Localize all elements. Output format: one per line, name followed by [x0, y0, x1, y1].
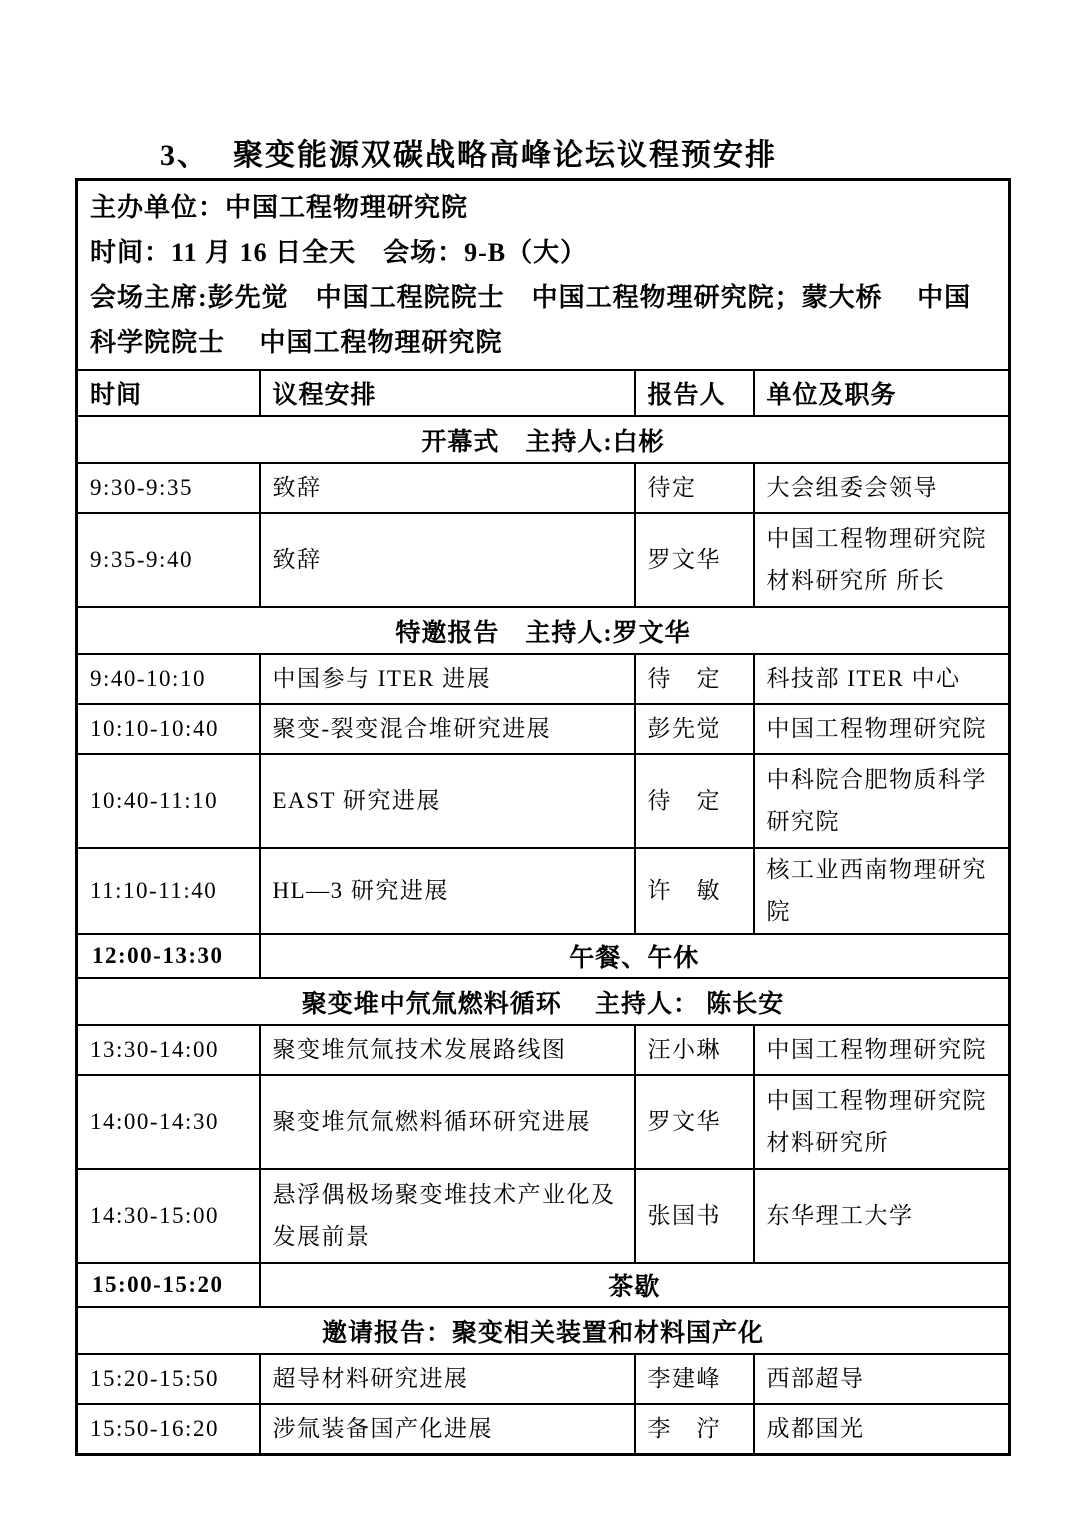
info-row	[77, 180, 1010, 371]
table-header-row	[77, 370, 1010, 416]
topic-cell: 聚变-裂变混合堆研究进展	[260, 704, 635, 754]
time-cell: 15:50-16:20	[77, 1404, 260, 1455]
agenda-row	[77, 1075, 1010, 1169]
break-label: 茶歇	[260, 1263, 1010, 1307]
speaker-cell: 张国书	[635, 1169, 754, 1263]
topic-cell: 涉氚装备国产化进展	[260, 1404, 635, 1455]
section-row-fuel-cycle	[77, 978, 1010, 1025]
section-title: 聚变堆中氘氚燃料循环 主持人： 陈长安	[77, 978, 1010, 1025]
time-cell: 13:30-14:00	[77, 1025, 260, 1075]
speaker-cell: 待定	[635, 463, 754, 513]
topic-cell: 致辞	[260, 513, 635, 607]
lunch-break-row	[77, 934, 1010, 978]
topic-cell: EAST 研究进展	[260, 754, 635, 848]
org-cell: 中国工程物理研究院	[754, 1025, 1010, 1075]
column-header-time: 时间	[77, 370, 260, 416]
column-header-org: 单位及职务	[754, 370, 1010, 416]
section-row-localization	[77, 1307, 1010, 1354]
section-title: 邀请报告：聚变相关装置和材料国产化	[77, 1307, 1010, 1354]
org-cell: 科技部 ITER 中心	[754, 654, 1010, 704]
org-cell: 核工业西南物理研究院	[754, 848, 1010, 934]
topic-cell: 超导材料研究进展	[260, 1354, 635, 1404]
agenda-row	[77, 704, 1010, 754]
speaker-cell: 汪小琳	[635, 1025, 754, 1075]
agenda-row	[77, 754, 1010, 848]
topic-cell: 中国参与 ITER 进展	[260, 654, 635, 704]
speaker-cell: 李 泞	[635, 1404, 754, 1455]
time-venue-line: 时间：11 月 16 日全天 会场：9-B（大）	[90, 238, 588, 267]
section-title: 开幕式 主持人:白彬	[77, 416, 1010, 463]
org-cell: 成都国光	[754, 1404, 1010, 1455]
org-cell: 西部超导	[754, 1354, 1010, 1404]
speaker-cell: 彭先觉	[635, 704, 754, 754]
column-header-agenda: 议程安排	[260, 370, 635, 416]
org-cell: 中国工程物理研究院材料研究所	[754, 1075, 1010, 1169]
title-text: 聚变能源双碳战略高峰论坛议程预安排	[233, 139, 777, 172]
org-cell: 中国工程物理研究院材料研究所 所长	[754, 513, 1010, 607]
speaker-cell: 待 定	[635, 654, 754, 704]
section-title: 特邀报告 主持人:罗文华	[77, 607, 1010, 654]
topic-cell: 致辞	[260, 463, 635, 513]
time-cell: 9:35-9:40	[77, 513, 260, 607]
speaker-cell: 罗文华	[635, 513, 754, 607]
info-cell	[77, 180, 1010, 371]
topic-cell: 聚变堆氘氚燃料循环研究进展	[260, 1075, 635, 1169]
time-cell: 12:00-13:30	[77, 934, 260, 978]
topic-cell: 聚变堆氘氚技术发展路线图	[260, 1025, 635, 1075]
speaker-cell: 待 定	[635, 754, 754, 848]
time-cell: 10:10-10:40	[77, 704, 260, 754]
time-cell: 15:00-15:20	[77, 1263, 260, 1307]
page-title	[75, 130, 1008, 174]
org-cell: 中科院合肥物质科学研究院	[754, 754, 1010, 848]
topic-cell: 悬浮偶极场聚变堆技术产业化及发展前景	[260, 1169, 635, 1263]
time-cell: 14:30-15:00	[77, 1169, 260, 1263]
column-header-speaker: 报告人	[635, 370, 754, 416]
speaker-cell: 罗文华	[635, 1075, 754, 1169]
speaker-cell: 许 敏	[635, 848, 754, 934]
section-row-opening	[77, 416, 1010, 463]
time-cell: 9:40-10:10	[77, 654, 260, 704]
org-cell: 大会组委会领导	[754, 463, 1010, 513]
agenda-row	[77, 1025, 1010, 1075]
agenda-row	[77, 1169, 1010, 1263]
org-cell: 东华理工大学	[754, 1169, 1010, 1263]
time-cell: 15:20-15:50	[77, 1354, 260, 1404]
agenda-row	[77, 848, 1010, 934]
agenda-row	[77, 654, 1010, 704]
agenda-row	[77, 463, 1010, 513]
time-cell: 14:00-14:30	[77, 1075, 260, 1169]
agenda-table	[75, 178, 1011, 1456]
tea-break-row	[77, 1263, 1010, 1307]
time-cell: 10:40-11:10	[77, 754, 260, 848]
org-cell: 中国工程物理研究院	[754, 704, 1010, 754]
agenda-row	[77, 513, 1010, 607]
break-label: 午餐、午休	[260, 934, 1010, 978]
time-cell: 9:30-9:35	[77, 463, 260, 513]
agenda-row	[77, 1354, 1010, 1404]
speaker-cell: 李建峰	[635, 1354, 754, 1404]
title-number: 3、	[160, 139, 209, 172]
chairs-line: 会场主席:彭先觉 中国工程院院士 中国工程物理研究院；蒙大桥 中国科学院院士 中国工程物理研究院	[90, 283, 972, 357]
section-row-invited-talks	[77, 607, 1010, 654]
agenda-row	[77, 1404, 1010, 1455]
topic-cell: HL—3 研究进展	[260, 848, 635, 934]
time-cell: 11:10-11:40	[77, 848, 260, 934]
organizer-line: 主办单位：中国工程物理研究院	[90, 193, 469, 222]
